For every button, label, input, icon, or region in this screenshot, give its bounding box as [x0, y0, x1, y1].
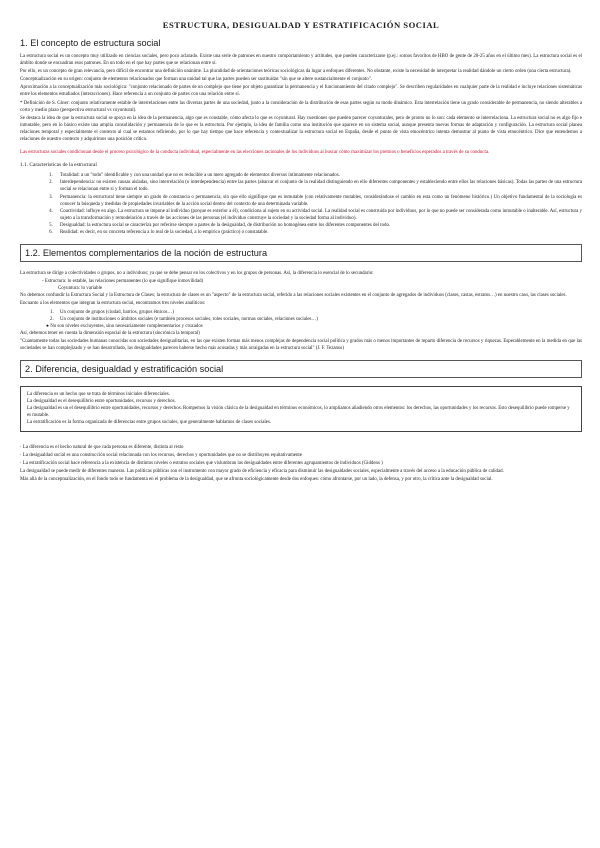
characteristic-item: 6. Realidad: es decir, en su concreta referencia a lo real de la sociedad, a lo empírico (práctico) o constatable. [54, 229, 582, 236]
subsection-1-1-heading: 1.1. Características de la estructural [20, 162, 97, 169]
characteristic-item: 2. Interdependencia: no existen causas aisladas, sino interrelación (o interdependencia) entre las partes (abarcar el conjunto de la realidad distinguiendo en ello diferentes componentes y estableciendo entre ellos las relaciones básicas). Todas las partes de una estructura social se relacionan entre sí y forman el todo. [54, 179, 582, 193]
section-1-heading: 1. El concepto de estructura social [20, 38, 161, 48]
level-item-text: Un conjunto de instituciones o ámbitos sociales (e también procesos sociales, roles sociales, normas sociales, relaciones sociales…) [60, 316, 318, 322]
characteristic-item: 4. Coactividad: influye en algo. La estructura se impone al individuo (porque es exterior a él), condiciona al sujeto en su actividad social. La realidad social es construida por individuos, por lo que no puede ser considerada como inmutable o inalterable. Así, estructura y sujeto a la transformación y remodelación a través de las acciones de las personas (el individuo construye la sociedad y la sociedad forma al individuo). [54, 208, 582, 222]
characteristic-item: 1. Totalidad: a un "todo" identificable y con una unidad que no es reducible a un mero agregado de elementos diversos íntimamente relacionados. [54, 172, 582, 179]
characteristic-item: 5. Desigualdad: la estructura social se caracteriza por referirse siempre a partes de la desigualdad, de distribución no homogénea entre los diferentes componentes del todo. [54, 222, 582, 229]
s12-paragraph-3: Encuanto a los elementos que integran la estructura social, encontramos tres niveles analíticos: [20, 301, 206, 307]
s2-paragraph-1: La desigualdad se puede medir de diferentes maneras. Las políticas públicas son el instrumento con mayor grado de eficiencia y eficacia para disminuir las desigualdades sociales, especialmente a través del acceso a la educación pública de calidad. [20, 468, 504, 474]
s12-paragraph-2: No debemos confundir la Estructura Social y la Estructura de Clases; la estructura de clases es un "aspecto" de la estructura social, referido a las relaciones sociales existentes en el conjunto de agregados de individuos (clases, castas, estratos…) en nuestro caso, las clases sociales. [20, 293, 567, 299]
bullet-text: No son niveles excluyentes, sino necesariamente complementarios y cruzados [50, 323, 203, 329]
bullet-line: ● No son niveles excluyentes, sino necesariamente complementarios y cruzados [46, 323, 203, 329]
s1-paragraph-3: Conceptualización en su origen: conjunto de elementos relacionados que forman una unidad tal que las partes pueden ser sustituidas "sin que se altere sustancialmente el conjunto". [20, 77, 372, 83]
s12-intro: La estructura se dirige a colectividades o grupos, no a individuos; ya que se debe pensar en los colectivos y en los grupos de personas. Así, la diferencia lo esencial de lo secundario: [20, 271, 374, 277]
summary-line: · La desigualdad social es una construcción social relacionada con los recursos, derechos y oportunidades que no se distribuyen equitativamente [20, 452, 302, 458]
definition-line: La estratificación es la forma organizada de diferencias entre grupos sociales, que generalmente hablamos de clases sociales. [27, 420, 272, 426]
level-item-text: Un conjunto de grupos (ciudad, barrios, grupos étnicos…) [60, 309, 174, 315]
s1-paragraph-1: La estructura social es un concepto muy utilizado en ciencias sociales, pero poco aclarado. Existe una serie de patrones en nuestro comportamiento y actitudes, que pueden caracterizarse (p.ej.: somos favoritos de HBO de gente de 20-25 años en el último mes). La estructura social es el ámbito donde se encuadran esos patrones. En un todo en el que hay partes que se relacionan entre sí. [20, 54, 582, 67]
dash-list [20, 278, 582, 292]
level-item: 1. Un conjunto de grupos (ciudad, barrios, grupos étnicos…) [50, 309, 174, 315]
dash-item [42, 285, 582, 292]
characteristics-list [20, 172, 582, 236]
level-item: 2. Un conjunto de instituciones o ámbitos sociales (e también procesos sociales, roles sociales, normas sociales, relaciones sociales…) [50, 316, 318, 322]
definition-line: La desigualdad es un el desequilibrio entre oportunidades, recursos y derechos. Rompemos la visión clásica de la desigualdad en términos económicos, lo ampliamos añadiendo otros elementos: los derechos, las oportunidades y los recursos. Esto desequilibrio puede romperse y es mutable. [27, 406, 570, 419]
dash-item: - Estructura: lo estable, las relaciones permanentes (lo que signifique inmovilidad) [42, 279, 204, 285]
s2-paragraph-2: Más allá de la conceptualización, en el fondo todo se fundamenta en el problema de la desigualdad, que se afronta sociológicamente desde dos enfoques: cómo afrontarse, por un lado, la defensa, y por otro, la crítica ante la desigualdad social. [20, 476, 493, 482]
definition-line: La desigualdad es el desequilibrio entre oportunidades, recursos y derechos. [27, 399, 176, 405]
definition-line: La diferencia es un hecho que se trata de términos iniciales diferenciales. [27, 392, 170, 398]
dash-item-text: Estructura: lo estable, las relaciones permanentes (lo que signifique inmovilidad) [44, 279, 204, 285]
s1-paragraph-6: Se destaca la idea de que la estructura social se apoya en la idea de la permanencia, algo que es constable, cómo afecta lo que es coyuntural. Hay cuestiones que pueden parecer coyunturales, pero de pronto no lo son: cada elemento se interrelaciona. La estructura social no es algo fijo e inmutable, pero en lo básico existe una amplia consolidación y permanencia de lo que es la estructura. Por ejemplo, la idea de familia como una institución que aparece en un sistema social, aunque presenta nuevas formas de adaptación y configuración. La estructura social planea relaciones temporal y especialmente el contexto al cual se estamos refiriendo, por lo que hay tiempo que hace referencia y contextualizar la estructura social en España, desde el punto de vista etnocéntrico intenta demostrar al punto de vista etnocéntrico. Dice que entendemos a relaciones de nuestro contexto y adquirimos una posición crítica. [20, 115, 582, 143]
s12-paragraph-4: Así, debemos tener en cuenta la dimensión espacial de la estructura (sincrónica la temporal) [20, 330, 200, 336]
section-2-heading: 2. Diferencia, desigualdad y estratificación social [20, 360, 582, 378]
analytic-levels-list [20, 309, 582, 323]
document-title: ESTRUCTURA, DESIGUALDAD Y ESTRATIFICACIÓN SOCIAL [162, 20, 440, 30]
s1-paragraph-4: Aproximación a la conceptualización más sociológica: "conjunto relacionado de partes de un complejo que tiene por objeto garantizar la permanencia y el funcionamiento del citado complejo". Se describen regularidades en cualquier parte de la realidad e incluye relaciones sistemáticas entre los elementos estudiados (interacciones). Hace referencia a un conjunto de partes con una relación entre sí. [20, 85, 582, 98]
definitions-box [20, 386, 582, 431]
characteristic-item: 3. Permanencia: la estructural tiene siempre un grado de constancia o permanencia, sin que ello signifique que es inmutable (con relativamente mutables, considerándose el cambio en esta como un fenómeno histórico.) Un objetivo fundamental de la sociología es conocer la búsqueda y medidas de propiedades invariables de la acción social dentro del contexto de una determinada variable. [54, 194, 582, 208]
s1-paragraph-5: * Definición de S. Giner: conjunto relativamente estable de interrelaciones entre las diversas partes de una sociedad, junto a la consideración de la distribución de esas partes según su modo dinámico. Esta interrelación tiene un grado considerable de permanencia, no siendo alterables a corto y medio plazo (perspectiva estructural vs coyuntural). [20, 100, 582, 113]
dash-item-text: Coyuntura: lo variable [58, 286, 103, 292]
summary-line: · La diferencia es el hecho natural de que cada persona es diferente, distinta al resto [20, 444, 184, 450]
s1-red-paragraph: Las estructuras sociales condicionan desde el proceso psicológico de la conducta individual, especialmente en las elecciones racionales de los individuos al buscar cómo maximizar los premios o beneficios esperados a través de su conducta. [20, 150, 490, 156]
section-1-2-heading: 1.2. Elementos complementarios de la noción de estructura [20, 244, 582, 262]
summary-line: · La estratificación social hace referencia a la existencia de distintos niveles o estratos sociales que vislumbran las desigualdades entre diferentes agrupamientos de individuos (Giddens ) [20, 460, 383, 466]
s1-paragraph-2: Por ello, es un concepto de gran relevancia, pero difícil de encontrar una definición unánime. La pluralidad de orientaciones teóricas sociológicas da lugar a enfoques diferentes. No obstante, existe la necesidad de interpretar la realidad dándole un cierto orden (una cierta estructura). [20, 69, 572, 75]
s12-quote: "Cuantamente todas las sociedades humanas conocidas son sociedades desigualitarias, en las que existen formas más menos complejas de dependencia social política y grados más o menos importantes de reparto diferencia de recursos y riquezas. Esperablemente en la medida en que las sociedades se han complejizado y se han desarrollado, las desigualdades parecen haberse hecho más acusadas y más arraigadas en la estructura social" (J. F. Tezanos) [20, 338, 582, 351]
